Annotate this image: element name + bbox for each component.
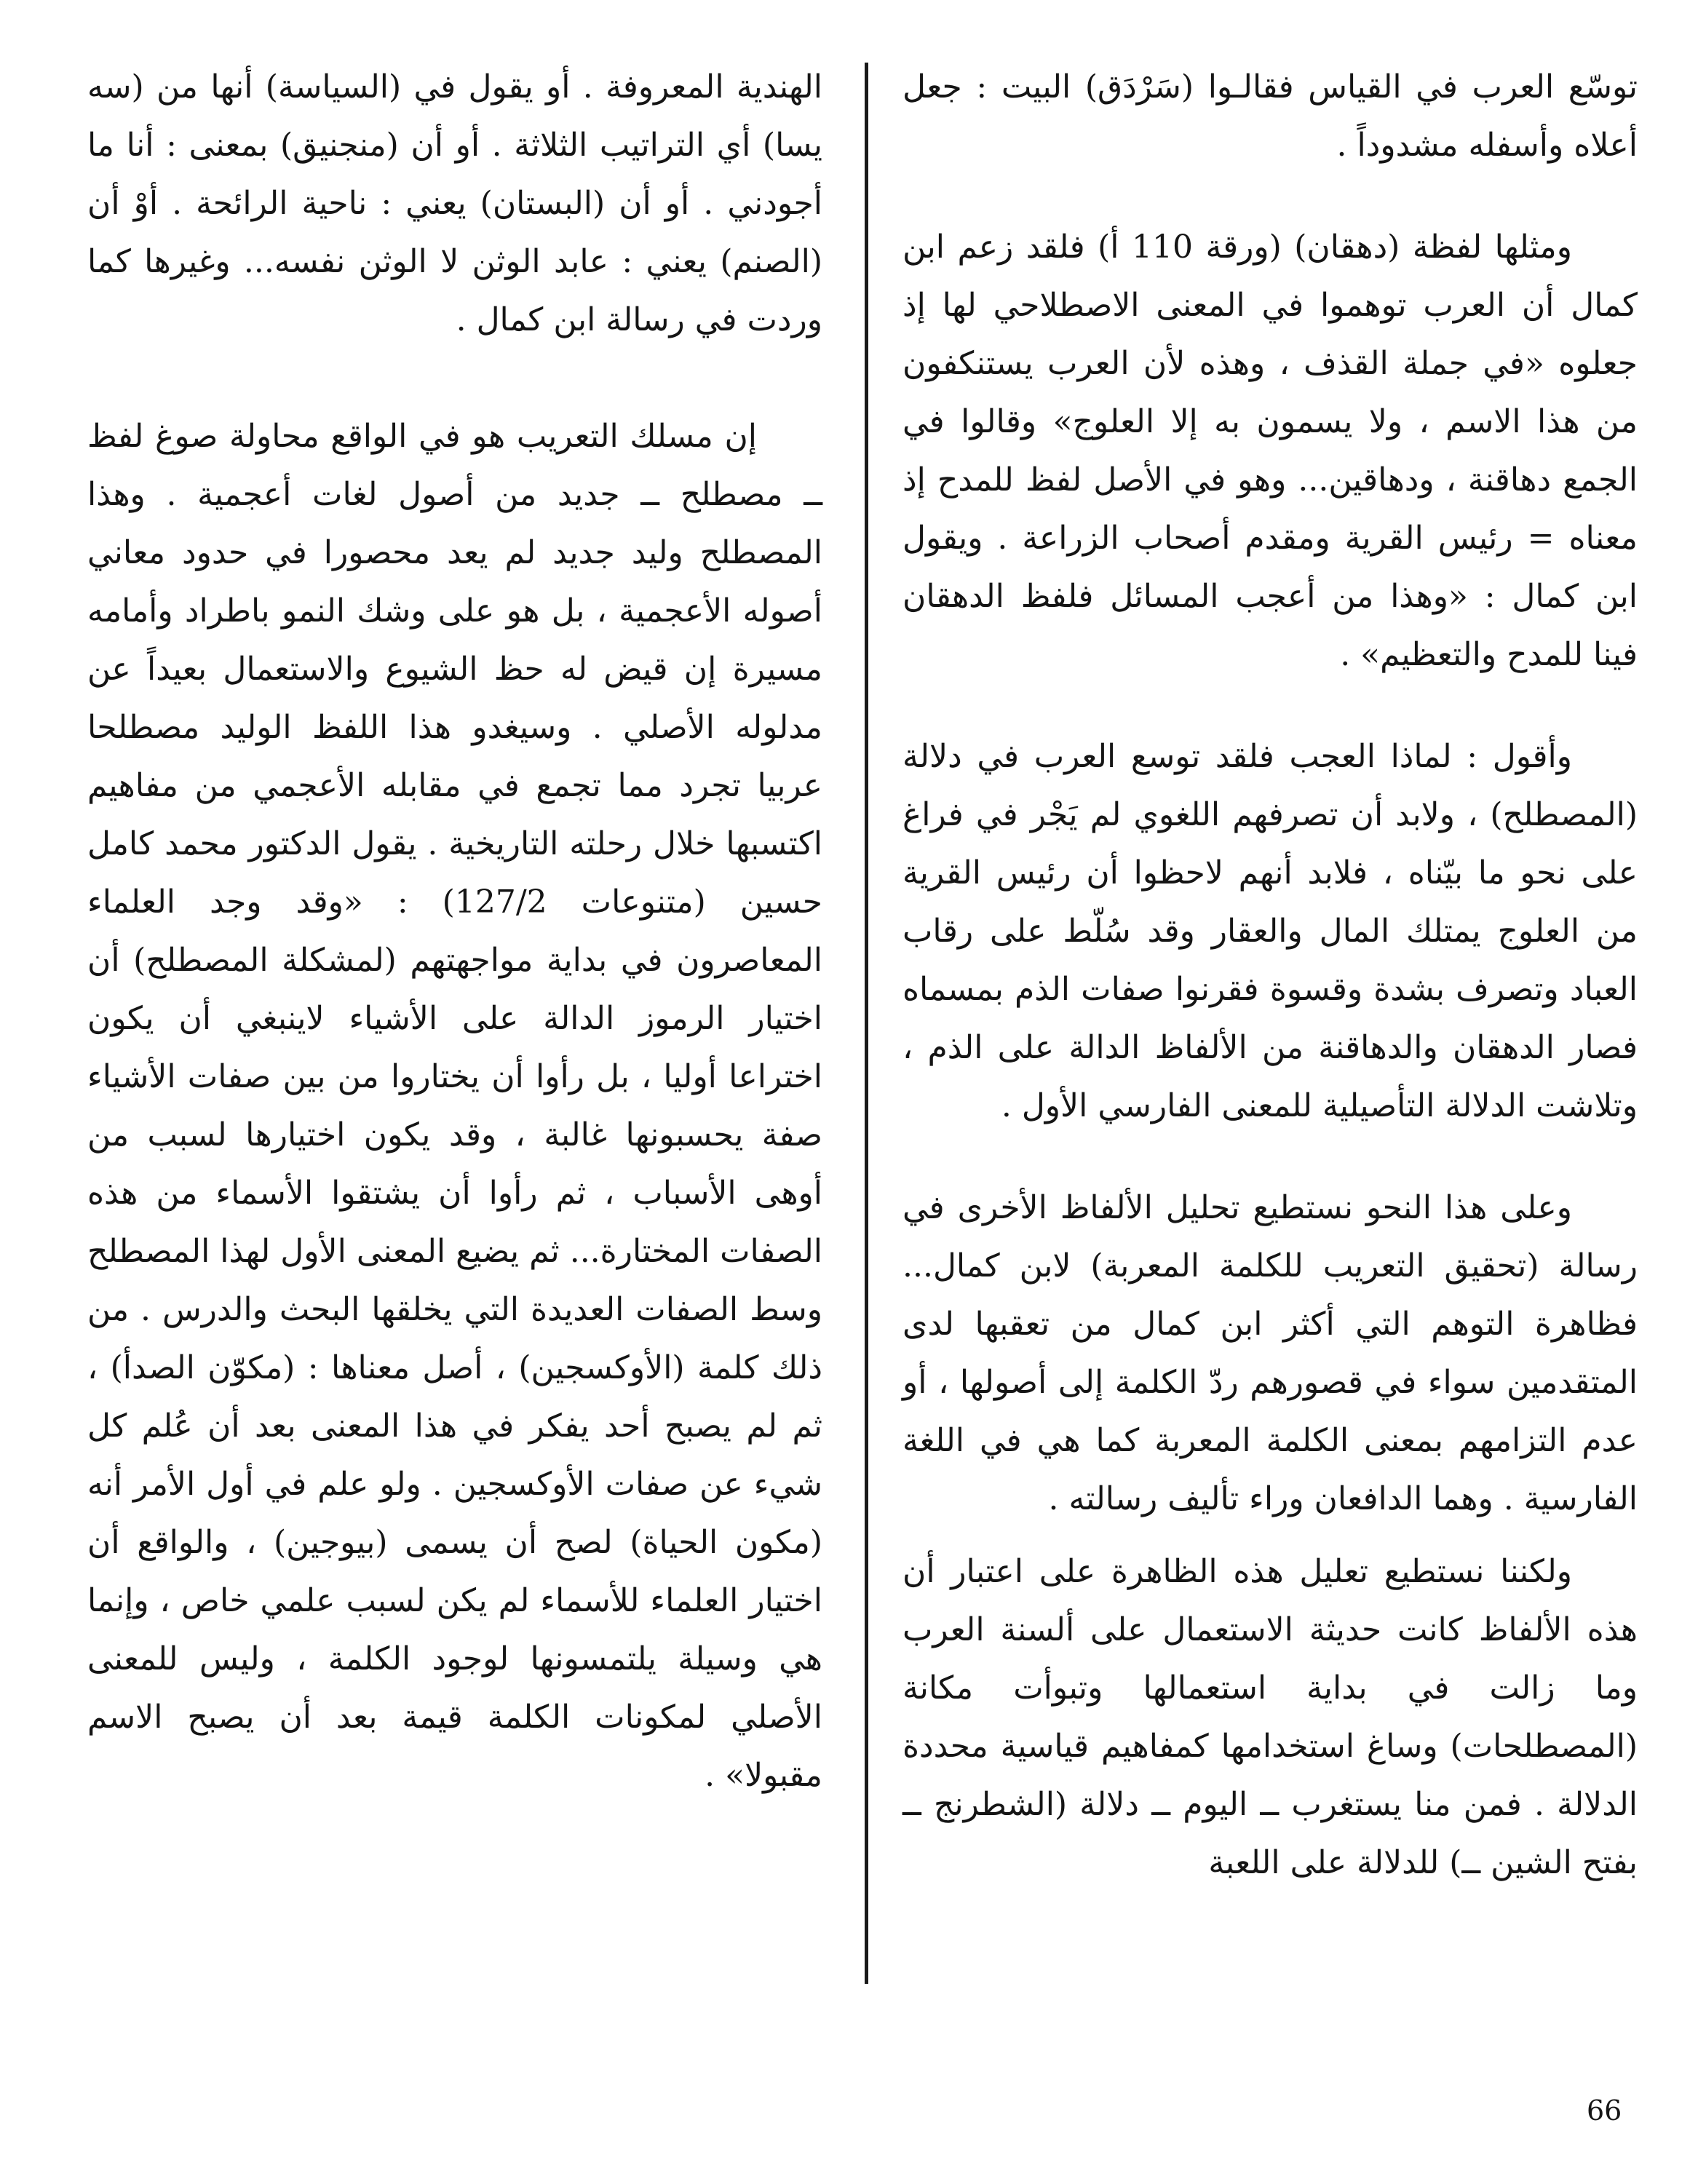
left-text-column [87, 58, 822, 1805]
paragraph-sardaq: توسّع العرب في القياس فقالـوا (سَرْدَق) البيت : جعل أعلاه وأسفله مشدوداً . [902, 68, 1638, 164]
paragraph-why-wonder: وأقول : لماذا العجب فلقد توسع العرب في دلالة (المصطلح) ، ولابد أن تصرفهم اللغوي لم يَجْر في فراغ على نحو ما بيّناه ، فلابد أنهم لاحظوا أن رئيس القرية من العلوج يمتلك المال والعقار وقد سُلّط على رقاب العباد وتصرف بشدة وقسوة فقرنوا صفات الذم بمسماه فصار الدهقان والدهاقنة من الألفاظ الدالة على الذم ، وتلاشت الدلالة التأصيلية للمعنى الفارسي الأول . [902, 738, 1638, 1124]
paragraph-tarib-path: إن مسلك التعريب هو في الواقع محاولة صوغ لفظ ــ مصطلح ــ جديد من أصول لغات أعجمية . وهذا المصطلح وليد جديد لم يعد محصورا في حدود معاني أصوله الأعجمية ، بل هو على وشك النمو باطراد وأمامه مسيرة إن قيض له حظ الشيوع والاستعمال بعيداً عن مدلوله الأصلي . وسيغدو هذا اللفظ الوليد مصطلحا عربيا تجرد مما تجمع في مقابله الأعجمي من مفاهيم اكتسبها خلال رحلته التاريخية . يقول الدكتور محمد كامل حسين (متنوعات 127/2) : «وقد وجد العلماء المعاصرون في بداية مواجهتهم (لمشكلة المصطلح) أن اختيار الرموز الدالة على الأشياء لاينبغي أن يكون اختراعا أوليا ، بل رأوا أن يختاروا من بين صفات الأشياء صفة يحسبونها غالبة ، وقد يكون اختيارها لسبب من أوهى الأسباب ، ثم رأوا أن يشتقوا الأسماء من هذه الصفات المختارة... ثم يضيع المعنى الأول لهذا المصطلح وسط الصفات العديدة التي يخلقها البحث والدرس . من ذلك كلمة (الأوكسجين) ، أصل معناها : (مكوّن الصدأ) ، ثم لم يصبح أحد يفكر في هذا المعنى بعد أن عُلم كل شيء عن صفات الأوكسجين . ولو علم في أول الأمر أنه (مكون الحياة) لصح أن يسمى (بيوجين) ، والواقع أن اختيار العلماء للأسماء لم يكن لسبب علمي خاص ، وإنما هي وسيلة يلتمسونها لوجود الكلمة ، وليس للمعنى الأصلي لمكونات الكلمة قيمة بعد أن يصبح الاسم مقبولا» . [87, 418, 823, 1794]
paragraph-other-words: وعلى هذا النحو نستطيع تحليل الألفاظ الأخرى في رسالة (تحقيق التعريب للكلمة المعربة) لابن كمال... فظاهرة التوهم التي أكثر ابن كمال من تعقبها لدى المتقدمين سواء في قصورهم ردّ الكلمة إلى أصولها ، أو عدم التزامهم بمعنى الكلمة المعربة كما هي في اللغة الفارسية . وهما الدافعان وراء تأليف رسالته . [902, 1189, 1638, 1517]
paragraph-dihqan: ومثلها لفظة (دهقان) (ورقة 110 أ) فلقد زعم ابن كمال أن العرب توهموا في المعنى الاصطلاحي لها إذ جعلوه «في جملة القذف ، وهذه لأن العرب يستنكفون من هذا الاسم ، ولا يسمون به إلا العلوج» وقالوا في الجمع دهاقنة ، ودهاقين... وهو في الأصل لفظ للمدح إذ معناه = رئيس القرية ومقدم أصحاب الزراعة . ويقول ابن كمال : «وهذا من أعجب المسائل فلفظ الدهقان فينا للمدح والتعظيم» . [902, 229, 1638, 673]
page-number: 66 [1587, 2094, 1622, 2127]
right-text-column [902, 58, 1638, 1892]
paragraph-hindi-examples: الهندية المعروفة . أو يقول في (السياسة) أنها من (سه يسا) أي التراتيب الثلاثة . أو أن (منجنيق) بمعنى : أنا ما أجودني . أو أن (البستان) يعني : ناحية الرائحة . أوْ أن (الصنم) يعني : عابد الوثن لا الوثن نفسه... وغيرها كما وردت في رسالة ابن كمال . [87, 68, 822, 338]
column-divider [865, 63, 868, 1984]
paragraph-explanation: ولكننا نستطيع تعليل هذه الظاهرة على اعتبار أن هذه الألفاظ كانت حديثة الاستعمال على ألسنة العرب وما زالت في بداية استعمالها وتبوأت مكانة (المصطلحات) وساغ استخدامها كمفاهيم قياسية محددة الدلالة . فمن منا يستغرب ــ اليوم ــ دلالة (الشطرنج ــ بفتح الشين ــ) للدلالة على اللعبة [902, 1553, 1638, 1881]
